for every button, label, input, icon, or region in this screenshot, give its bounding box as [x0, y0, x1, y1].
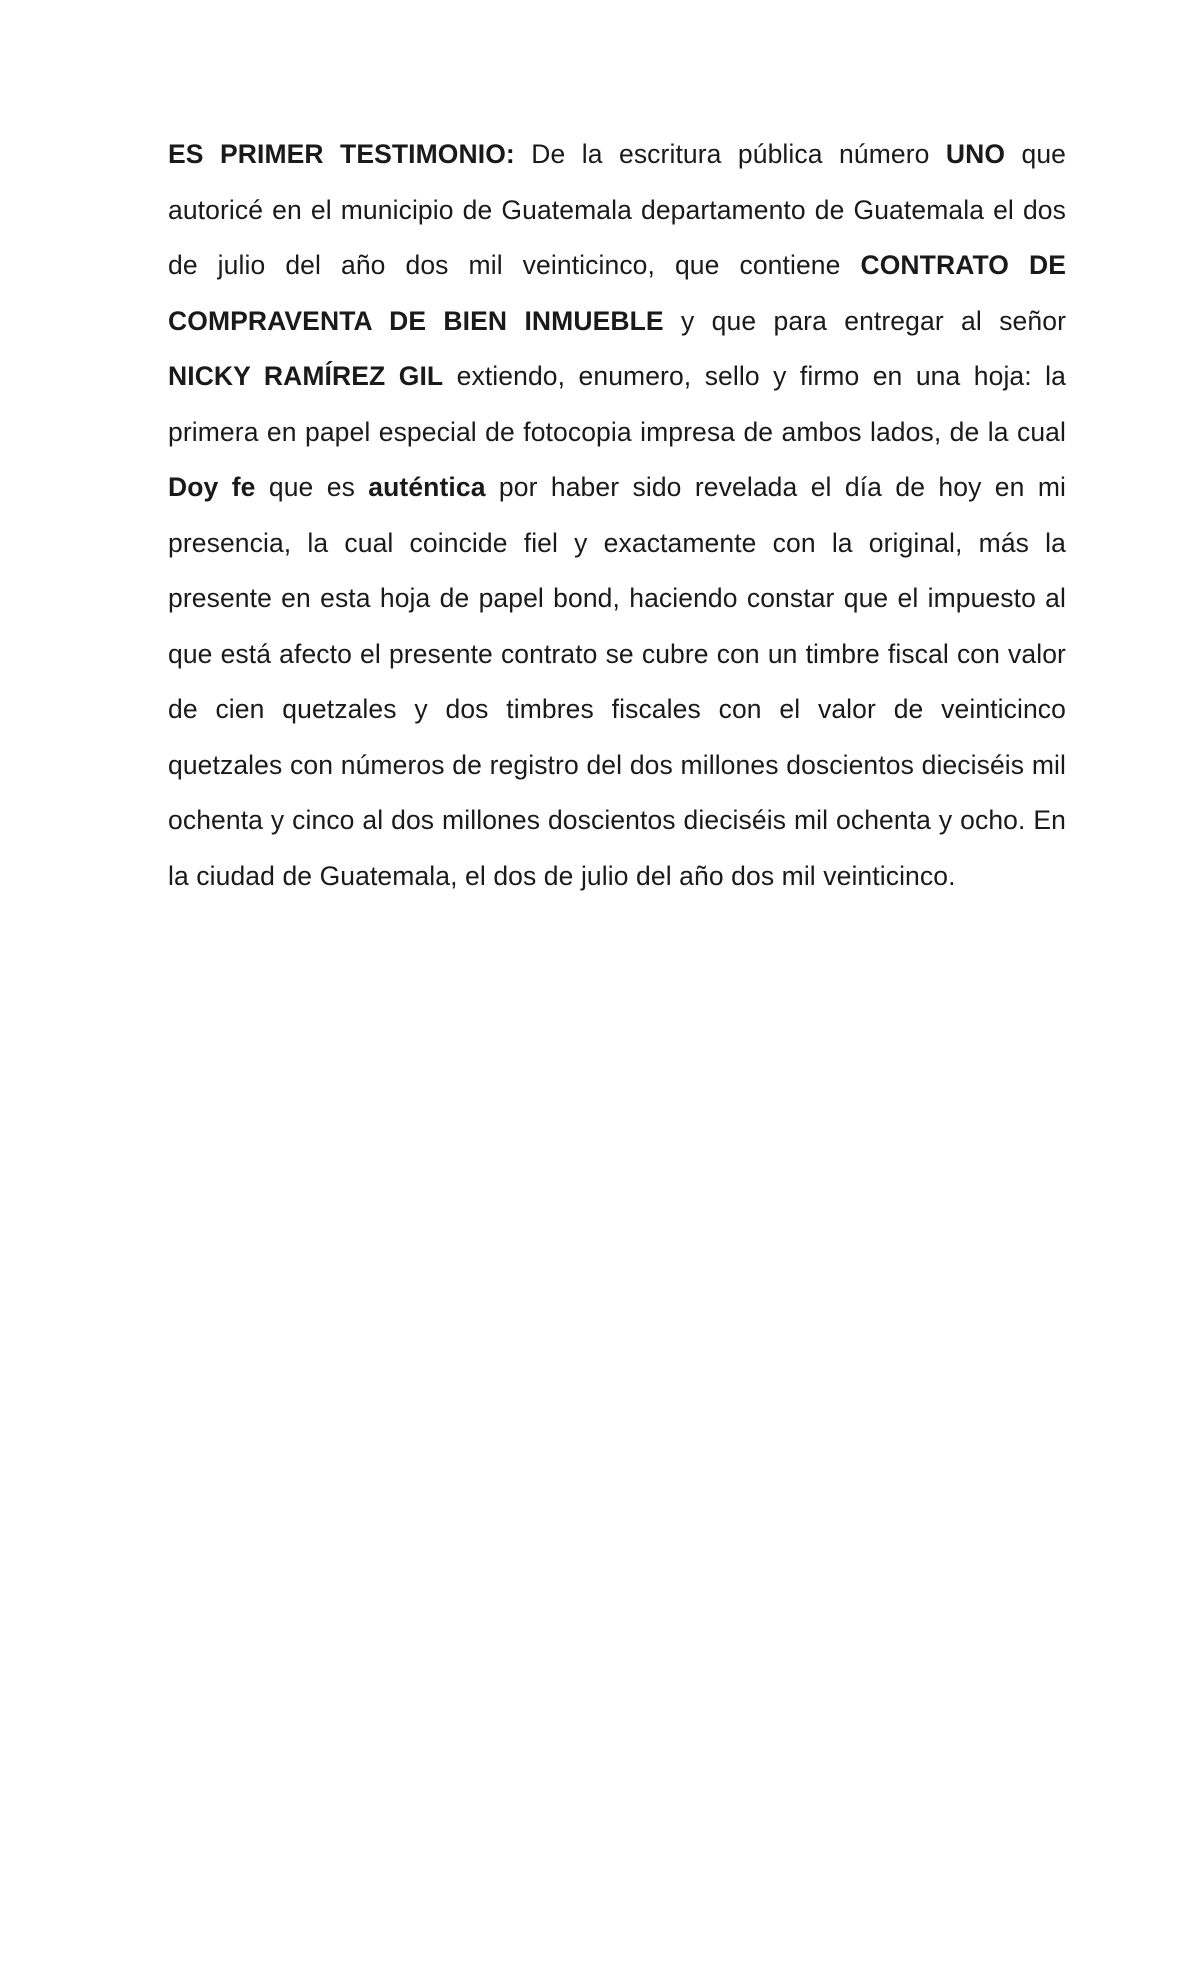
testimonio-paragraph [168, 127, 1066, 904]
text-segment: que es [255, 472, 369, 502]
heading-es-primer-testimonio: ES PRIMER TESTIMONIO: [168, 139, 515, 169]
doy-fe: Doy fe [168, 472, 256, 502]
contract-type: CONTRATO DE COMPRAVENTA DE BIEN INMUEBLE [168, 250, 1067, 336]
text-segment: y que para entregar al señor [663, 305, 1066, 336]
text-segment: por haber sido revelada el día de hoy en mi presencia, la cual coincide fiel y exactamente con la original, más la presente en esta hoja de papel bond, haciendo constar que el impuesto al que está afecto el presente contrato se cubre con un timbre fiscal con valor de cien quetzales y dos timbres fiscales con el valor de veinticinco quetzales con números de registro del dos millones doscientos dieciséis mil ochenta y cinco al dos millones doscientos dieciséis mil ochenta y ocho. En la ciudad de Guatemala, el dos de julio del año dos mil veinticinco. [168, 472, 1067, 891]
text-segment: extiendo, enumero, sello y firmo en una hoja: la primera en papel especial de fotocopia impresa de ambos lados, de la cual [168, 361, 1066, 447]
text-segment: que autoricé en el municipio de Guatemala departamento de Guatemala el dos de julio del año dos mil veinticinco, que contiene [168, 139, 1067, 280]
recipient-name: NICKY RAMÍREZ GIL [168, 361, 444, 391]
autentica: auténtica [368, 472, 486, 502]
text-segment: De la escritura pública número [514, 139, 946, 169]
escritura-number: UNO [945, 139, 1006, 169]
